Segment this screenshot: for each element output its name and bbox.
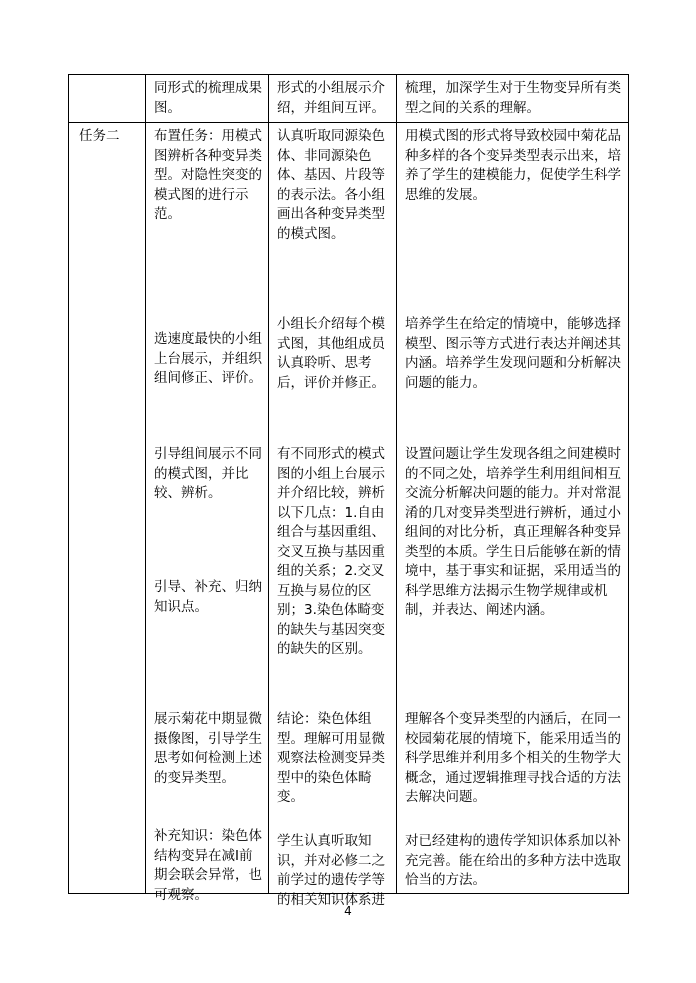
design-intent-cell bbox=[397, 75, 629, 123]
table-row-task2 bbox=[69, 123, 629, 894]
teacher-text: 引导组间展示不同的模式图，并比较、辨析。 bbox=[154, 446, 262, 501]
intent-text: 培养学生在给定的情境中，能够选择模型、图示等方式进行表达并阐述其内涵。培养学生发现问题和分析解决问题的能力。 bbox=[405, 316, 621, 391]
teacher-activity-cell bbox=[146, 123, 269, 903]
student-text: 小组长介绍每个模式图，其他组成员认真聆听、思考后，评价并修正。 bbox=[277, 316, 385, 391]
task-cell bbox=[69, 123, 146, 894]
page-number: 4 bbox=[344, 904, 352, 918]
intent-text: 对已经建构的遗传学知识体系加以补充完善。能在给出的多种方法中选取恰当的方法。 bbox=[405, 833, 621, 888]
table-row-continued bbox=[69, 75, 629, 123]
student-text: 有不同形式的模式图的小组上台展示并介绍比较，辨析以下几点：1.自由组合与基因重组、交叉互换与基因重组的关系；2.交叉互换与易位的区别；3.染色体畸变的缺失与基因突变的缺失的区别。 bbox=[277, 446, 385, 657]
teacher-text: 补充知识：染色体结构变异在减Ⅰ前期会联会异常，也可观察。 bbox=[154, 828, 262, 903]
design-intent-cell bbox=[397, 123, 629, 894]
intent-text: 设置问题让学生发现各组之间建模时的不同之处，培养学生利用组间相互交流分析解决问题的能力。并对常混淆的几对变异类型进行辨析，通过小组间的对比分析，真正理解各种变异类型的本质。学生日后能够在新的情境中，基于事实和证据，采用适当的科学思维方法揭示生物学规律或机制，并表达、阐述内涵。 bbox=[405, 446, 621, 618]
teacher-text: 引导、补充、归纳知识点。 bbox=[154, 579, 262, 615]
lesson-plan-table bbox=[68, 74, 629, 908]
student-text: 结论：染色体组型。理解可用显微观察法检测变异类型中的染色体畸变。 bbox=[277, 711, 385, 805]
student-text: 认真听取同源染色体、非同源染色体、基因、片段等的表示法。各小组画出各种变异类型的模式图。 bbox=[277, 128, 385, 242]
teacher-text: 选速度最快的小组上台展示，并组织组间修正、评价。 bbox=[154, 331, 262, 386]
intent-text: 理解各个变异类型的内涵后，在同一校园菊花展的情境下，能采用适当的科学思维并利用多个相关的生物学大概念，通过逻辑推理寻找合适的方法去解决问题。 bbox=[405, 711, 621, 805]
task-label: 任务二 bbox=[79, 128, 120, 144]
intent-text: 梳理，加深学生对于生物变异所有类型之间的关系的理解。 bbox=[405, 80, 621, 116]
task-cell bbox=[69, 75, 146, 123]
student-text: 形式的小组展示介绍，并组间互评。 bbox=[277, 80, 385, 116]
student-activity-cell bbox=[269, 75, 397, 123]
student-activity-cell bbox=[269, 123, 397, 908]
teacher-text: 同形式的梳理成果图。 bbox=[154, 80, 262, 116]
teacher-activity-cell bbox=[146, 75, 269, 123]
student-text: 学生认真听取知识，并对必修二之前学过的遗传学等的相关知识体系进 bbox=[277, 833, 385, 908]
teacher-text: 展示菊花中期显微摄像图，引导学生思考如何检测上述的变异类型。 bbox=[154, 711, 262, 786]
teacher-text: 布置任务：用模式图辨析各种变异类型。对隐性突变的模式图的进行示范。 bbox=[154, 128, 262, 222]
intent-text: 用模式图的形式将导致校园中菊花品种多样的各个变异类型表示出来，培养了学生的建模能力，促使学生科学思维的发展。 bbox=[405, 128, 621, 203]
